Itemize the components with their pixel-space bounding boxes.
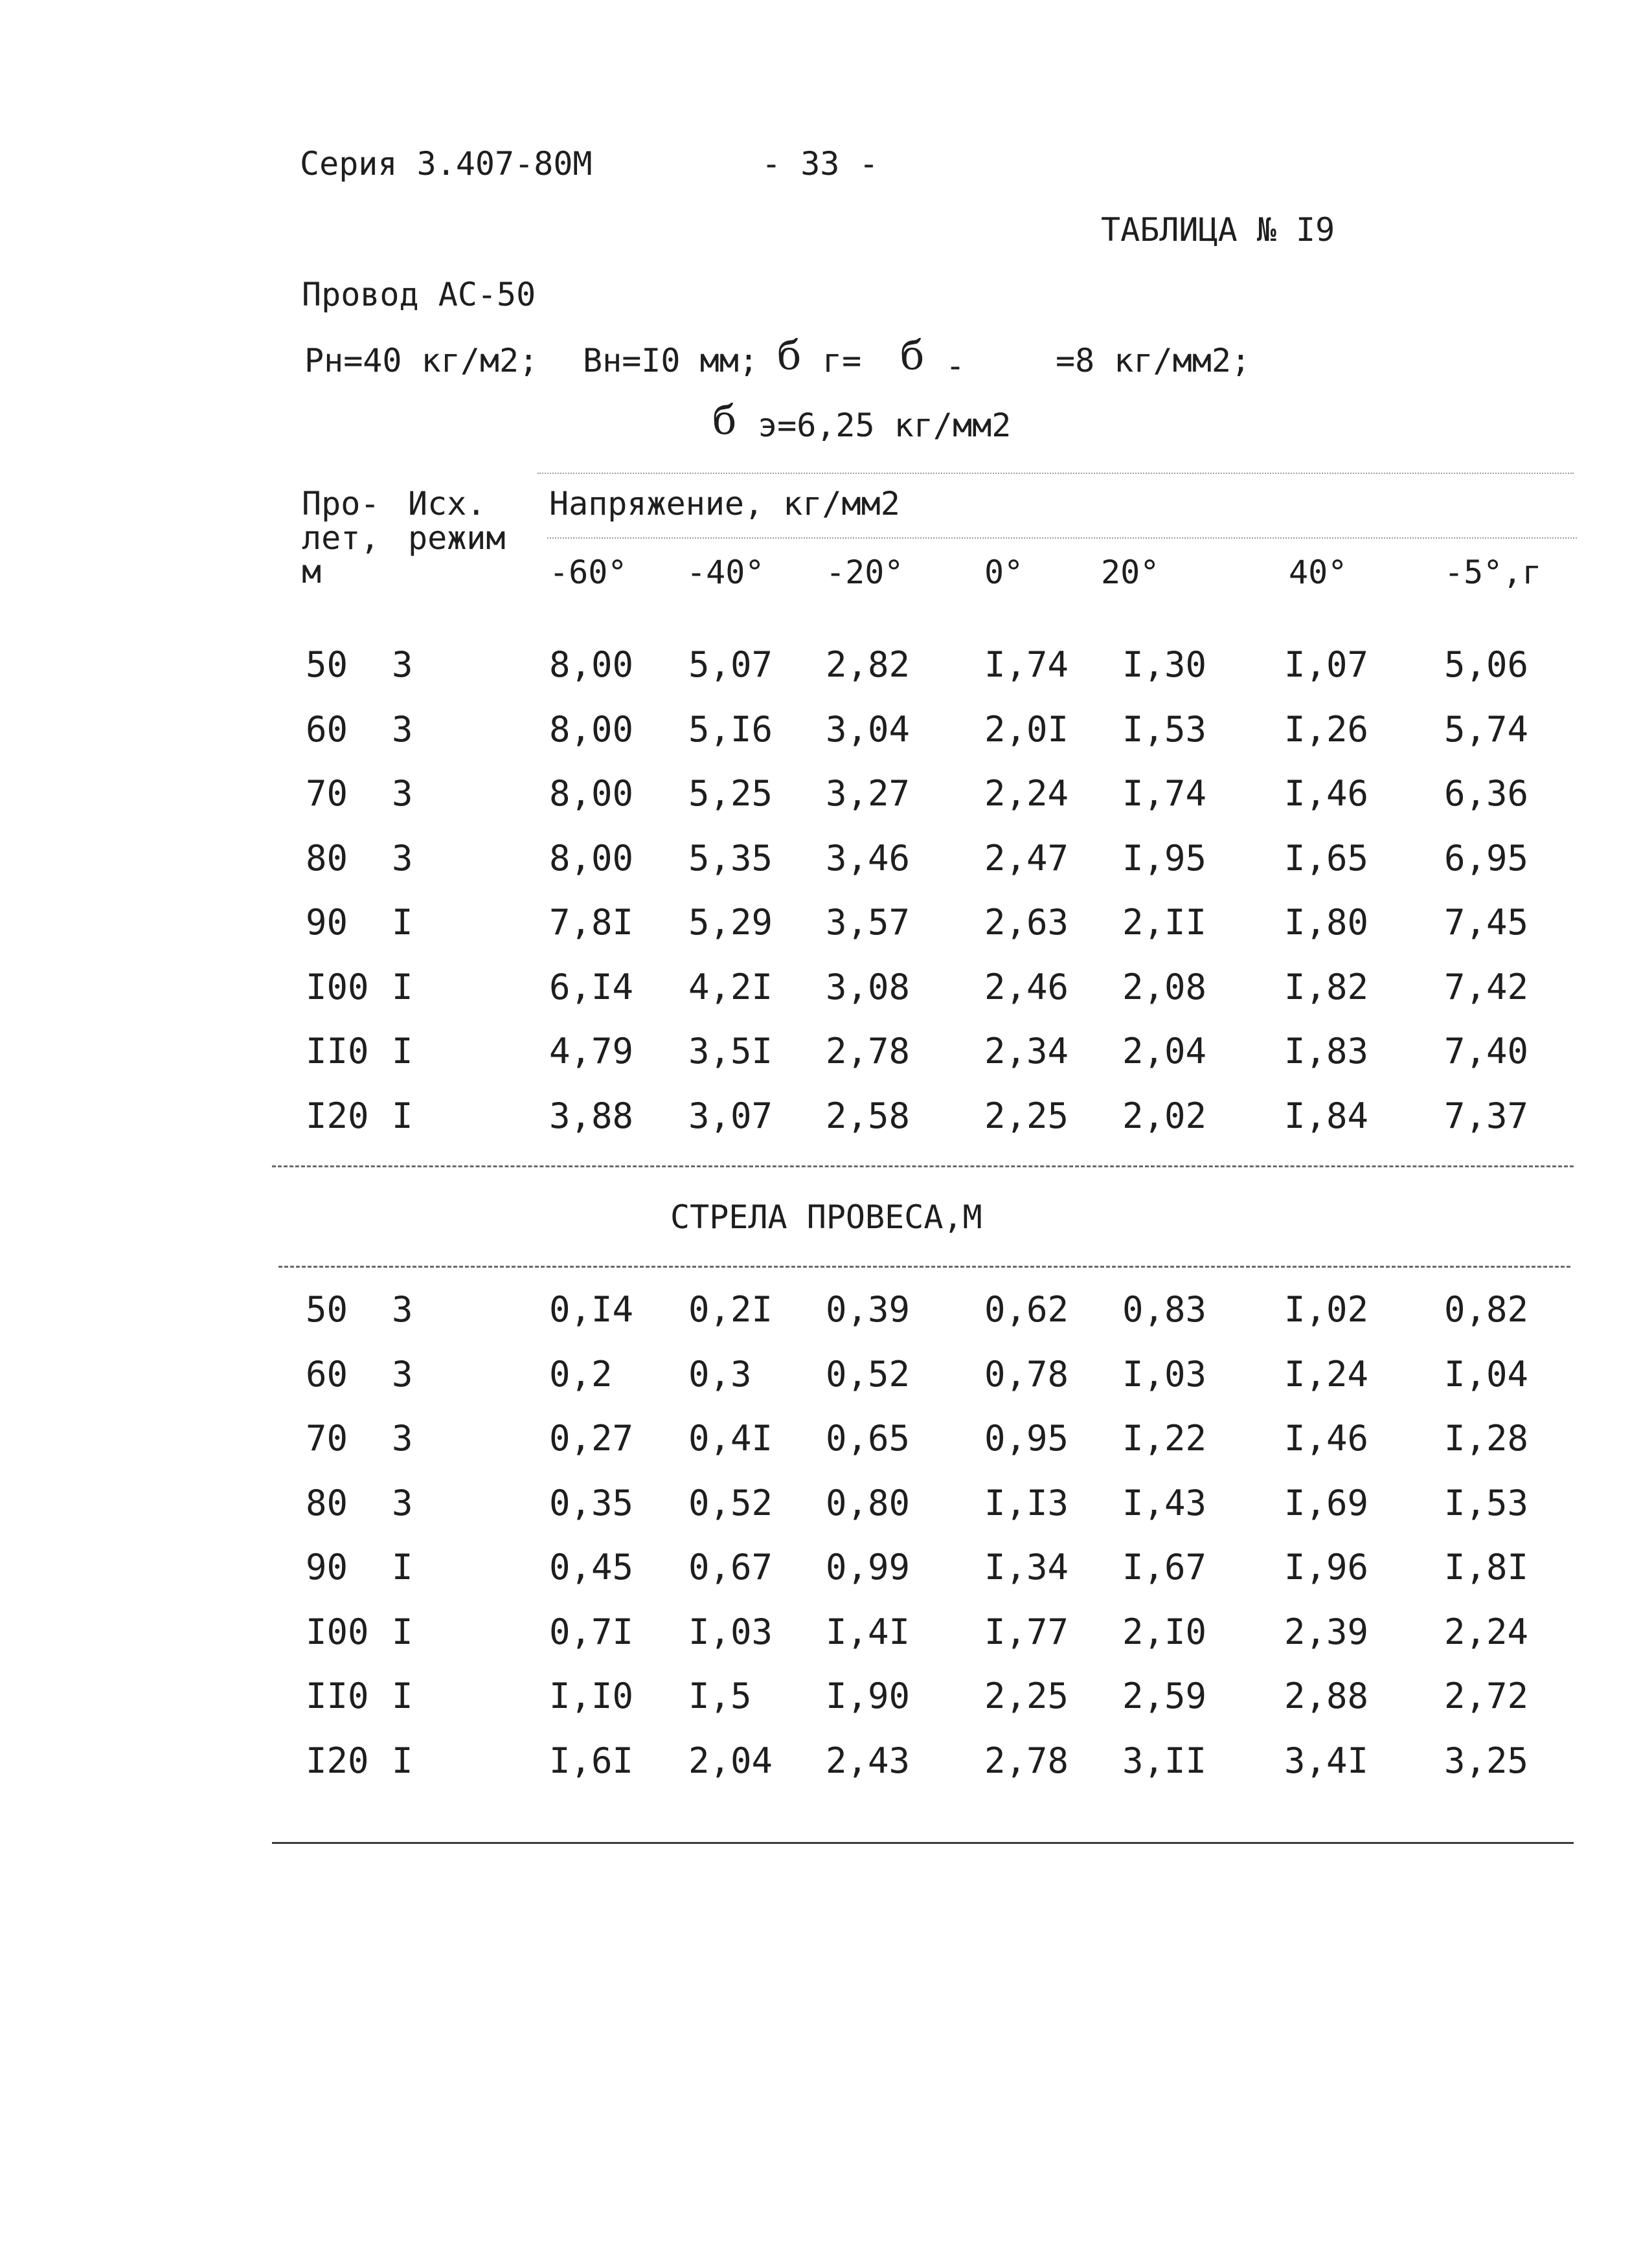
stress-value-cell: 3,46 [826, 837, 911, 879]
sag-value-cell: I,03 [1122, 1353, 1207, 1395]
sag-value-cell: I,8I [1444, 1547, 1529, 1588]
column-mode-header: Исх. режим [408, 485, 506, 557]
sag-value-cell: 2,78 [984, 1740, 1069, 1781]
stress-value-cell: 7,45 [1444, 902, 1529, 943]
sag-value-cell: I,96 [1284, 1547, 1369, 1588]
stress-value-cell: 5,74 [1444, 708, 1529, 750]
condition-ice-thickness: Вн=I0 мм; [583, 342, 758, 379]
sag-value-cell: 2,39 [1284, 1611, 1369, 1652]
sag-value-cell: 0,95 [984, 1418, 1069, 1459]
sag-value-cell: 2,88 [1284, 1676, 1369, 1716]
sag-span-cell: 90 [306, 1547, 348, 1588]
sag-mode-cell: I [392, 1740, 413, 1781]
stress-span-cell: II0 [306, 1031, 369, 1072]
stress-value-cell: 4,79 [549, 1031, 634, 1072]
stress-value-cell: I,46 [1284, 773, 1369, 814]
stress-value-cell: 5,06 [1444, 644, 1529, 685]
sag-value-cell: 2,04 [688, 1740, 773, 1781]
header-top-rule [538, 473, 1574, 474]
stress-row [0, 1095, 1630, 1138]
sag-mode-cell: 3 [392, 1353, 413, 1395]
stress-value-cell: I,53 [1122, 708, 1207, 750]
stress-row [0, 902, 1630, 944]
column-temp-minus20: -20° [826, 554, 904, 591]
sag-span-cell: 80 [306, 1482, 348, 1523]
stress-value-cell: 2,0I [984, 708, 1069, 750]
stress-span-cell: I00 [306, 966, 369, 1007]
stress-value-cell: 3,04 [826, 708, 911, 750]
stress-mode-cell: 3 [392, 837, 413, 879]
sag-value-cell: I,43 [1122, 1482, 1207, 1523]
stress-value-cell: 7,42 [1444, 966, 1529, 1007]
sag-value-cell: 0,7I [549, 1611, 634, 1652]
stress-value-cell: 7,8I [549, 902, 634, 943]
stress-value-cell: I,30 [1122, 644, 1207, 685]
sag-span-cell: 50 [306, 1289, 348, 1330]
condition-sigma-value: =8 кг/мм2; [1056, 342, 1251, 379]
sag-value-cell: 0,I4 [549, 1289, 634, 1330]
sag-row [0, 1353, 1630, 1396]
column-temp-40: 40° [1289, 554, 1348, 591]
stress-value-cell: 5,07 [688, 644, 773, 685]
stress-value-cell: I,84 [1284, 1095, 1369, 1136]
sag-value-cell: 0,67 [688, 1547, 773, 1588]
sag-value-cell: 3,25 [1444, 1740, 1529, 1781]
sag-value-cell: 0,78 [984, 1353, 1069, 1395]
stress-row [0, 966, 1630, 1009]
sag-value-cell: 0,3 [688, 1353, 752, 1395]
stress-value-cell: 2,58 [826, 1095, 911, 1136]
stress-row [0, 1031, 1630, 1073]
column-temp-minus5-ice: -5°,г [1444, 554, 1542, 591]
sag-row [0, 1289, 1630, 1331]
sag-value-cell: 0,65 [826, 1418, 911, 1459]
stress-span-cell: 90 [306, 902, 348, 943]
stress-value-cell: 2,04 [1122, 1031, 1207, 1072]
stress-value-cell: 5,29 [688, 902, 773, 943]
stress-value-cell: 3,5I [688, 1031, 773, 1072]
condition-wind-pressure: Рн=40 кг/м2; [304, 342, 539, 379]
stress-value-cell: 2,47 [984, 837, 1069, 879]
sag-value-cell: I,03 [688, 1611, 773, 1652]
column-temp-minus40: -40° [686, 554, 765, 591]
sag-row [0, 1418, 1630, 1460]
stress-value-cell: 3,57 [826, 902, 911, 943]
column-stress-group-header: Напряжение, кг/мм2 [549, 485, 900, 522]
sag-value-cell: 2,24 [1444, 1611, 1529, 1652]
stress-span-cell: 70 [306, 773, 348, 814]
stress-value-cell: 3,88 [549, 1095, 634, 1136]
sag-mode-cell: 3 [392, 1289, 413, 1330]
stress-value-cell: 7,37 [1444, 1095, 1529, 1136]
sag-value-cell: I,5 [688, 1676, 752, 1716]
sag-value-cell: 0,2 [549, 1353, 613, 1395]
stress-row [0, 708, 1630, 751]
sigma-g-symbol: б [777, 331, 802, 379]
column-temp-20: 20° [1101, 554, 1160, 591]
sag-value-cell: I,28 [1444, 1418, 1529, 1459]
stress-value-cell: 8,00 [549, 773, 634, 814]
sigma-second-symbol: б [900, 331, 925, 379]
sag-value-cell: 0,83 [1122, 1289, 1207, 1330]
stress-value-cell: I,83 [1284, 1031, 1369, 1072]
stress-span-cell: I20 [306, 1095, 369, 1136]
sag-value-cell: I,34 [984, 1547, 1069, 1588]
stress-row [0, 644, 1630, 686]
sigma-second-subscript: - [945, 347, 966, 385]
stress-value-cell: 2,24 [984, 773, 1069, 814]
sag-value-cell: I,53 [1444, 1482, 1529, 1523]
sag-span-cell: II0 [306, 1676, 369, 1716]
stress-value-cell: 3,07 [688, 1095, 773, 1136]
sag-value-cell: I,46 [1284, 1418, 1369, 1459]
stress-value-cell: I,65 [1284, 837, 1369, 879]
sag-value-cell: 2,I0 [1122, 1611, 1207, 1652]
sag-mode-cell: I [392, 1676, 413, 1716]
sag-row [0, 1676, 1630, 1718]
stress-value-cell: 8,00 [549, 837, 634, 879]
column-temp-0: 0° [984, 554, 1024, 591]
stress-value-cell: I,80 [1284, 902, 1369, 943]
table-bottom-rule [272, 1842, 1574, 1844]
stress-span-cell: 50 [306, 644, 348, 685]
sag-row [0, 1740, 1630, 1782]
stress-value-cell: I,95 [1122, 837, 1207, 879]
stress-mode-cell: 3 [392, 708, 413, 750]
sag-value-cell: 2,59 [1122, 1676, 1207, 1716]
stress-value-cell: I,26 [1284, 708, 1369, 750]
sag-row [0, 1611, 1630, 1654]
stress-value-cell: 2,25 [984, 1095, 1069, 1136]
sag-value-cell: 0,52 [826, 1353, 911, 1395]
sag-value-cell: 2,43 [826, 1740, 911, 1781]
stress-value-cell: 5,25 [688, 773, 773, 814]
stress-mode-cell: 3 [392, 773, 413, 814]
stress-mode-cell: 3 [392, 644, 413, 685]
stress-value-cell: 2,63 [984, 902, 1069, 943]
stress-value-cell: 2,02 [1122, 1095, 1207, 1136]
stress-value-cell: 6,95 [1444, 837, 1529, 879]
stress-value-cell: 4,2I [688, 966, 773, 1007]
stress-value-cell: 2,08 [1122, 966, 1207, 1007]
stress-row [0, 773, 1630, 815]
sag-value-cell: 0,82 [1444, 1289, 1529, 1330]
wire-label: Провод АС-50 [302, 276, 536, 313]
sag-mode-cell: 3 [392, 1418, 413, 1459]
stress-value-cell: 6,I4 [549, 966, 634, 1007]
stress-value-cell: 8,00 [549, 708, 634, 750]
stress-row [0, 837, 1630, 880]
sag-value-cell: I,67 [1122, 1547, 1207, 1588]
sag-value-cell: 0,62 [984, 1289, 1069, 1330]
stress-value-cell: 2,46 [984, 966, 1069, 1007]
sag-value-cell: I,22 [1122, 1418, 1207, 1459]
sag-value-cell: 2,25 [984, 1676, 1069, 1716]
table-label: ТАБЛИЦА № I9 [1101, 211, 1335, 249]
sag-value-cell: 3,4I [1284, 1740, 1369, 1781]
stress-value-cell: 5,I6 [688, 708, 773, 750]
stress-value-cell: 2,34 [984, 1031, 1069, 1072]
stress-value-cell: 6,36 [1444, 773, 1529, 814]
stress-value-cell: 5,35 [688, 837, 773, 879]
sag-value-cell: 0,35 [549, 1482, 634, 1523]
stress-bottom-rule [272, 1165, 1574, 1167]
sigma-g-subscript: г= [822, 342, 862, 379]
sag-value-cell: I,I0 [549, 1676, 634, 1716]
sag-row [0, 1482, 1630, 1525]
condition-sigma-e: э=6,25 кг/мм2 [758, 407, 1012, 444]
sag-value-cell: 0,27 [549, 1418, 634, 1459]
sag-value-cell: 0,45 [549, 1547, 634, 1588]
sag-value-cell: I,77 [984, 1611, 1069, 1652]
sag-value-cell: I,02 [1284, 1289, 1369, 1330]
sag-value-cell: 0,99 [826, 1547, 911, 1588]
column-span-header: Про- лет, м [302, 485, 380, 590]
stress-mode-cell: I [392, 966, 413, 1007]
stress-value-cell: I,82 [1284, 966, 1369, 1007]
stress-value-cell: 2,II [1122, 902, 1207, 943]
stress-value-cell: 2,82 [826, 644, 911, 685]
stress-span-cell: 60 [306, 708, 348, 750]
sag-value-cell: I,6I [549, 1740, 634, 1781]
sag-span-cell: 60 [306, 1353, 348, 1395]
sag-section-title: СТРЕЛА ПРОВЕСА,М [670, 1198, 982, 1236]
stress-group-rule [547, 537, 1577, 539]
stress-value-cell: 2,78 [826, 1031, 911, 1072]
sag-value-cell: 0,80 [826, 1482, 911, 1523]
sag-top-rule [278, 1266, 1570, 1268]
sag-value-cell: I,24 [1284, 1353, 1369, 1395]
series-label: Серия 3.407-80М [300, 145, 593, 183]
sag-mode-cell: I [392, 1547, 413, 1588]
stress-mode-cell: I [392, 902, 413, 943]
sag-value-cell: 3,II [1122, 1740, 1207, 1781]
sag-value-cell: 0,39 [826, 1289, 911, 1330]
stress-mode-cell: I [392, 1095, 413, 1136]
sag-span-cell: I20 [306, 1740, 369, 1781]
stress-value-cell: I,74 [1122, 773, 1207, 814]
sag-span-cell: I00 [306, 1611, 369, 1652]
sag-value-cell: I,4I [826, 1611, 911, 1652]
sag-value-cell: I,90 [826, 1676, 911, 1716]
sag-value-cell: 0,2I [688, 1289, 773, 1330]
sag-value-cell: 2,72 [1444, 1676, 1529, 1716]
stress-value-cell: 8,00 [549, 644, 634, 685]
sag-mode-cell: I [392, 1611, 413, 1652]
stress-value-cell: I,74 [984, 644, 1069, 685]
page-number: - 33 - [762, 145, 879, 183]
column-temp-minus60: -60° [549, 554, 628, 591]
sag-row [0, 1547, 1630, 1589]
stress-value-cell: 7,40 [1444, 1031, 1529, 1072]
sag-value-cell: 0,4I [688, 1418, 773, 1459]
sigma-e-symbol: б [712, 396, 737, 443]
sag-value-cell: 0,52 [688, 1482, 773, 1523]
stress-value-cell: 3,27 [826, 773, 911, 814]
sag-value-cell: I,04 [1444, 1353, 1529, 1395]
sag-span-cell: 70 [306, 1418, 348, 1459]
stress-span-cell: 80 [306, 837, 348, 879]
sag-mode-cell: 3 [392, 1482, 413, 1523]
stress-value-cell: I,07 [1284, 644, 1369, 685]
sag-value-cell: I,I3 [984, 1482, 1069, 1523]
sag-value-cell: I,69 [1284, 1482, 1369, 1523]
stress-value-cell: 3,08 [826, 966, 911, 1007]
stress-mode-cell: I [392, 1031, 413, 1072]
